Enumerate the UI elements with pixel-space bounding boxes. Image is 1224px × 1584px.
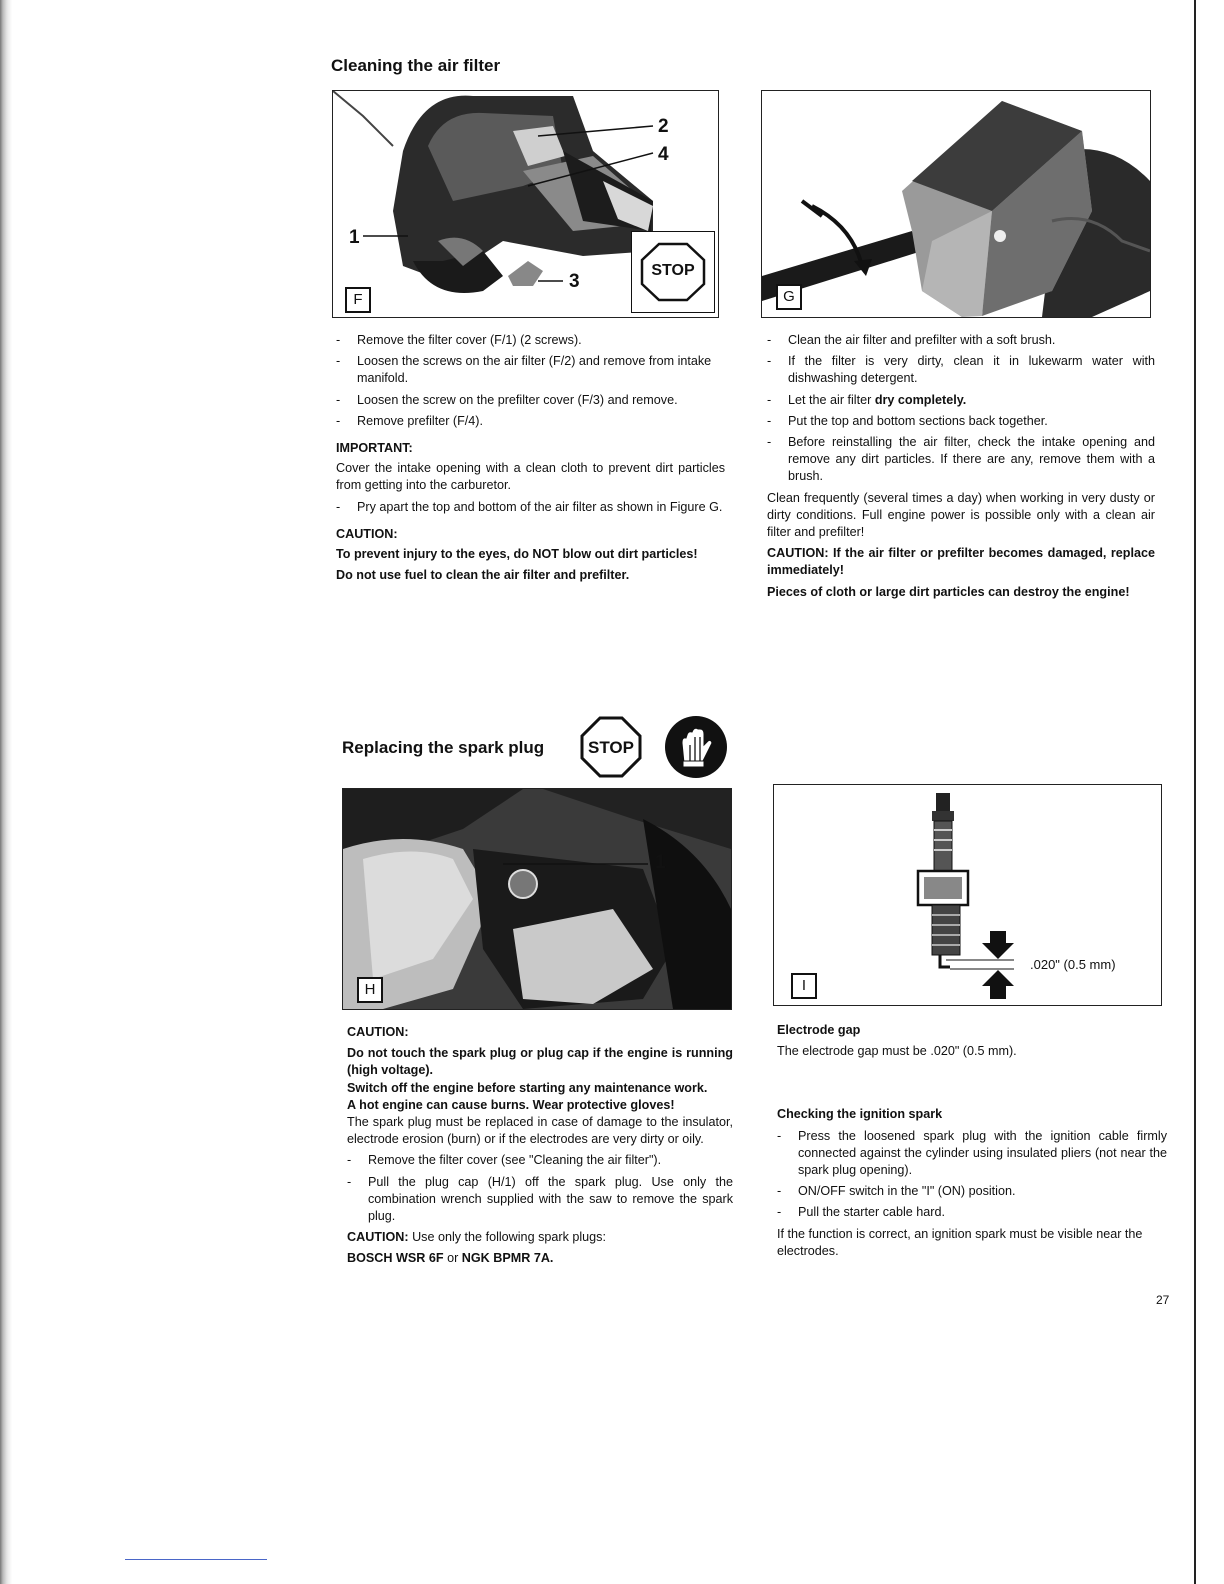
figure-f-callout-1: 1 <box>349 227 360 248</box>
ignition-steps-list <box>777 1128 1167 1222</box>
air-filter-left-column <box>336 332 725 588</box>
cleaning-step: - Clean the air filter and prefilter with a soft brush. <box>767 332 1155 349</box>
figure-f-callout-3: 3 <box>569 271 580 292</box>
stop-sign-text: STOP <box>588 738 634 757</box>
plug-ngk: NGK BPMR 7A. <box>461 1251 554 1266</box>
figure-g-label: G <box>776 284 802 310</box>
spark-plug-caution-prefix: CAUTION: <box>347 1230 409 1245</box>
figure-f <box>332 90 719 318</box>
ignition-step: - ON/OFF switch in the "I" (ON) position. <box>777 1183 1167 1200</box>
ignition-result: If the function is correct, an ignition spark must be visible near the electrodes. <box>777 1226 1143 1258</box>
gloves-icon <box>664 715 728 779</box>
spark-plug-caution <box>347 1229 733 1246</box>
caution-pieces: Pieces of cloth or large dirt particles can destroy the engine! <box>767 584 1130 599</box>
figure-i-spark-plug-illustration <box>774 785 1161 1005</box>
ignition-heading: Checking the ignition spark <box>777 1107 943 1122</box>
caution-eyes: To prevent injury to the eyes, do NOT blow out dirt particles! <box>336 547 698 562</box>
page-number: 27 <box>1156 1293 1170 1307</box>
ignition-step: - Pull the starter cable hard. <box>777 1204 1167 1221</box>
plug-or: or <box>447 1251 459 1266</box>
caution-heading-1: CAUTION: <box>336 526 398 541</box>
caution-fuel: Do not use fuel to clean the air filter and prefilter. <box>336 568 630 583</box>
air-filter-step: - Remove prefilter (F/4). <box>336 413 725 430</box>
air-filter-right-column <box>767 332 1155 605</box>
spark-plug-right-column <box>777 1022 1167 1264</box>
spark-plug-step: - Pull the plug cap (H/1) off the spark plug. Use only the combination wrench supplied with the saw to remove the spark plug. <box>347 1174 733 1226</box>
pry-step: - Pry apart the top and bottom of the air filter as shown in Figure G. <box>336 499 725 516</box>
figure-i-gap-label: .020" (0.5 mm) <box>1030 957 1116 972</box>
air-filter-steps-list <box>336 332 725 430</box>
spark-plug-left-column <box>347 1024 733 1272</box>
caution-heading-2: CAUTION: <box>347 1025 409 1039</box>
figure-h-illustration <box>343 789 731 1009</box>
figure-f-stop-text: STOP <box>651 262 695 279</box>
figure-f-stop-box <box>631 231 715 313</box>
figure-h-callout-1: 1 <box>655 852 666 873</box>
figure-h-label: H <box>357 977 383 1003</box>
dry-prefix: Let the air filter <box>788 392 872 407</box>
spark-plug-step: - Remove the filter cover (see "Cleaning the air filter"). <box>347 1152 733 1169</box>
figure-i <box>773 784 1162 1006</box>
figure-g <box>761 90 1151 318</box>
spark-plug-caution-text: Use only the following spark plugs: <box>412 1230 606 1245</box>
warning-switch-off: Switch off the engine before starting any maintenance work. <box>347 1080 708 1095</box>
section-title-spark-plug: Replacing the spark plug <box>342 738 545 757</box>
ignition-step: - Press the loosened spark plug with the ignition cable firmly connected against the cylinder using insulated pliers (not near the spark plug opening). <box>777 1128 1167 1180</box>
figure-i-label: I <box>791 973 817 999</box>
footer-rule <box>125 1559 267 1560</box>
air-filter-step: - Remove the filter cover (F/1) (2 screws). <box>336 332 725 349</box>
gloves-icon-graphic <box>664 715 728 779</box>
section-title-air-filter: Cleaning the air filter <box>331 56 501 75</box>
replace-text: The spark plug must be replaced in case of damage to the insulator, electrode erosion (burn) or if the electrodes are very dirty or oily. <box>347 1115 733 1147</box>
air-filter-step: - Loosen the screws on the air filter (F/2) and remove from intake manifold. <box>336 353 725 387</box>
warning-hot-engine: A hot engine can cause burns. Wear protective gloves! <box>347 1097 675 1112</box>
cleaning-step: - If the filter is very dirty, clean it in lukewarm water with dishwashing detergent. <box>767 353 1155 387</box>
cleaning-step: - Put the top and bottom sections back together. <box>767 413 1155 430</box>
electrode-gap-text: The electrode gap must be .020" (0.5 mm). <box>777 1044 1017 1059</box>
air-filter-step: - Loosen the screw on the prefilter cover (F/3) and remove. <box>336 392 725 409</box>
stop-sign <box>578 714 644 780</box>
figure-f-callout-4: 4 <box>658 144 669 165</box>
cleaning-step: - Before reinstalling the air filter, check the intake opening and remove any dirt particles. If there are any, remove them with a brush. <box>767 434 1155 486</box>
electrode-gap-heading: Electrode gap <box>777 1023 861 1037</box>
scan-edge-left <box>0 0 12 1584</box>
figure-g-illustration <box>762 91 1150 317</box>
scan-edge-right <box>1194 0 1196 1584</box>
spark-plug-steps-list <box>347 1152 733 1225</box>
pry-step-list <box>336 499 725 516</box>
important-text: Cover the intake opening with a clean cloth to prevent dirt particles from getting into the carburetor. <box>336 461 725 493</box>
cleaning-step <box>767 392 1155 409</box>
warning-high-voltage: Do not touch the spark plug or plug cap if the engine is running (high voltage). <box>347 1046 733 1078</box>
plug-bosch: BOSCH WSR 6F <box>347 1251 444 1266</box>
important-heading: IMPORTANT: <box>336 441 413 456</box>
figure-f-label: F <box>345 287 371 313</box>
dry-bold: dry completely. <box>874 392 967 407</box>
cleaning-steps-list <box>767 332 1155 486</box>
caution-damaged: CAUTION: If the air filter or prefilter becomes damaged, replace immediately! <box>767 546 1155 578</box>
recommended-plugs <box>347 1250 733 1267</box>
figure-f-callout-2: 2 <box>658 116 669 137</box>
clean-frequently-text: Clean frequently (several times a day) when working in very dusty or dirty conditions. Full engine power is possible only with a clean air filter and prefilter! <box>767 490 1155 540</box>
figure-h <box>342 788 732 1010</box>
